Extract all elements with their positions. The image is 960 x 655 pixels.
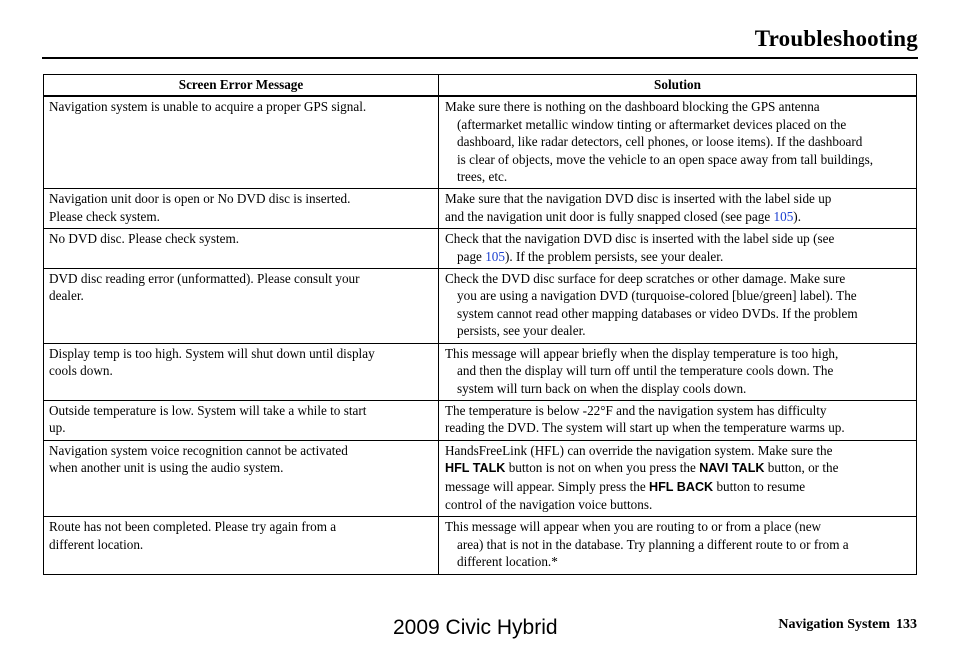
error-message-cell	[44, 269, 439, 344]
table-row	[44, 96, 917, 189]
solution-line: ). If the problem persists, see your dealer.	[504, 248, 724, 264]
solution-line: page	[457, 248, 486, 264]
solution-cell	[439, 343, 917, 400]
section-name: Navigation System	[778, 617, 890, 632]
solution-line: you are using a navigation DVD (turquoise-colored [blue/green] label). The	[457, 288, 857, 304]
solution-cell	[439, 269, 917, 344]
page-link[interactable]: 105	[485, 248, 505, 264]
table-row	[44, 189, 917, 229]
error-message-line: Route has not been completed. Please try again from a	[49, 519, 337, 535]
error-message-line: Outside temperature is low. System will take a while to start	[49, 402, 367, 418]
table-row	[44, 440, 917, 517]
error-message-line: Display temp is too high. System will shut down until display	[49, 345, 375, 361]
error-message-line: Navigation unit door is open or No DVD disc is inserted.	[49, 191, 351, 207]
error-message-line: dealer.	[49, 288, 84, 304]
error-message-cell	[44, 229, 439, 269]
error-message-line: Please check system.	[49, 208, 160, 224]
error-message-cell	[44, 440, 439, 517]
error-message-text: Navigation system is unable to acquire a proper GPS signal.	[49, 99, 367, 115]
troubleshooting-table	[43, 74, 917, 575]
table-row	[44, 343, 917, 400]
hfl-back-button-label: HFL BACK	[649, 479, 714, 494]
solution-line: button, or the	[764, 460, 839, 476]
solution-line: different location.*	[457, 554, 558, 570]
error-message-cell	[44, 400, 439, 440]
solution-line: trees, etc.	[457, 169, 508, 185]
solution-cell	[439, 229, 917, 269]
solution-line: Make sure that the navigation DVD disc is inserted with the label side up	[445, 191, 832, 207]
header-solution: Solution	[439, 75, 917, 97]
solution-cell	[439, 400, 917, 440]
solution-line: button is not on when you press the	[505, 460, 700, 476]
solution-line: This message will appear briefly when the display temperature is too high,	[445, 345, 839, 361]
page-title: Troubleshooting	[754, 26, 918, 51]
solution-line: and the navigation unit door is fully snapped closed (see page	[445, 208, 774, 224]
error-message-cell	[44, 517, 439, 574]
solution-cell	[439, 440, 917, 517]
error-message-text: No DVD disc. Please check system.	[49, 231, 240, 247]
error-message-line: cools down.	[49, 363, 113, 379]
solution-line: message will appear. Simply press the	[445, 478, 649, 494]
error-message-line: up.	[49, 420, 66, 436]
page-link[interactable]: 105	[773, 208, 794, 224]
solution-line: dashboard, like radar detectors, cell phones, or loose items). If the dashboard	[457, 134, 863, 150]
page-number: 133	[896, 617, 917, 632]
solution-line: system will turn back on when the display cools down.	[457, 380, 747, 396]
solution-line: reading the DVD. The system will start up when the temperature warms up.	[445, 420, 845, 436]
header-screen-error-message: Screen Error Message	[44, 75, 439, 97]
solution-cell	[439, 517, 917, 574]
solution-line: Check the DVD disc surface for deep scratches or other damage. Make sure	[445, 271, 846, 287]
error-message-line: Navigation system voice recognition cannot be activated	[49, 442, 348, 458]
solution-line: persists, see your dealer.	[457, 323, 586, 339]
solution-line: area) that is not in the database. Try planning a different route to or from a	[457, 536, 849, 552]
navi-talk-button-label: NAVI TALK	[699, 461, 765, 476]
solution-line: is clear of objects, move the vehicle to an open space away from tall buildings,	[457, 151, 874, 167]
solution-line: control of the navigation voice buttons.	[445, 496, 653, 512]
solution-line: Make sure there is nothing on the dashboard blocking the GPS antenna	[445, 99, 820, 115]
title-rule	[42, 57, 918, 59]
error-message-line: different location.	[49, 536, 144, 552]
error-message-line: when another unit is using the audio system.	[49, 460, 284, 476]
solution-line: (aftermarket metallic window tinting or aftermarket devices placed on the	[457, 116, 847, 132]
solution-cell	[439, 189, 917, 229]
table-row	[44, 229, 917, 269]
solution-line: and then the display will turn off until the temperature cools down. The	[457, 363, 834, 379]
solution-line: button to resume	[713, 478, 806, 494]
hfl-talk-button-label: HFL TALK	[445, 461, 506, 476]
solution-cell	[439, 96, 917, 189]
solution-line: system cannot read other mapping databases or video DVDs. If the problem	[457, 305, 858, 321]
solution-line: ).	[793, 208, 801, 224]
error-message-cell	[44, 189, 439, 229]
error-message-cell	[44, 96, 439, 189]
error-message-cell	[44, 343, 439, 400]
solution-line: HandsFreeLink (HFL) can override the navigation system. Make sure the	[445, 442, 833, 458]
error-message-line: DVD disc reading error (unformatted). Please consult your	[49, 271, 360, 287]
table-row	[44, 400, 917, 440]
table-row	[44, 517, 917, 574]
solution-line: The temperature is below -22°F and the navigation system has difficulty	[445, 402, 827, 418]
solution-line: Check that the navigation DVD disc is inserted with the label side up (see	[445, 231, 835, 247]
page-footer	[778, 617, 917, 633]
solution-line: This message will appear when you are routing to or from a place (new	[445, 519, 822, 535]
table-header-row	[44, 75, 917, 97]
watermark-text: 2009 Civic Hybrid	[393, 616, 558, 639]
table-row	[44, 269, 917, 344]
